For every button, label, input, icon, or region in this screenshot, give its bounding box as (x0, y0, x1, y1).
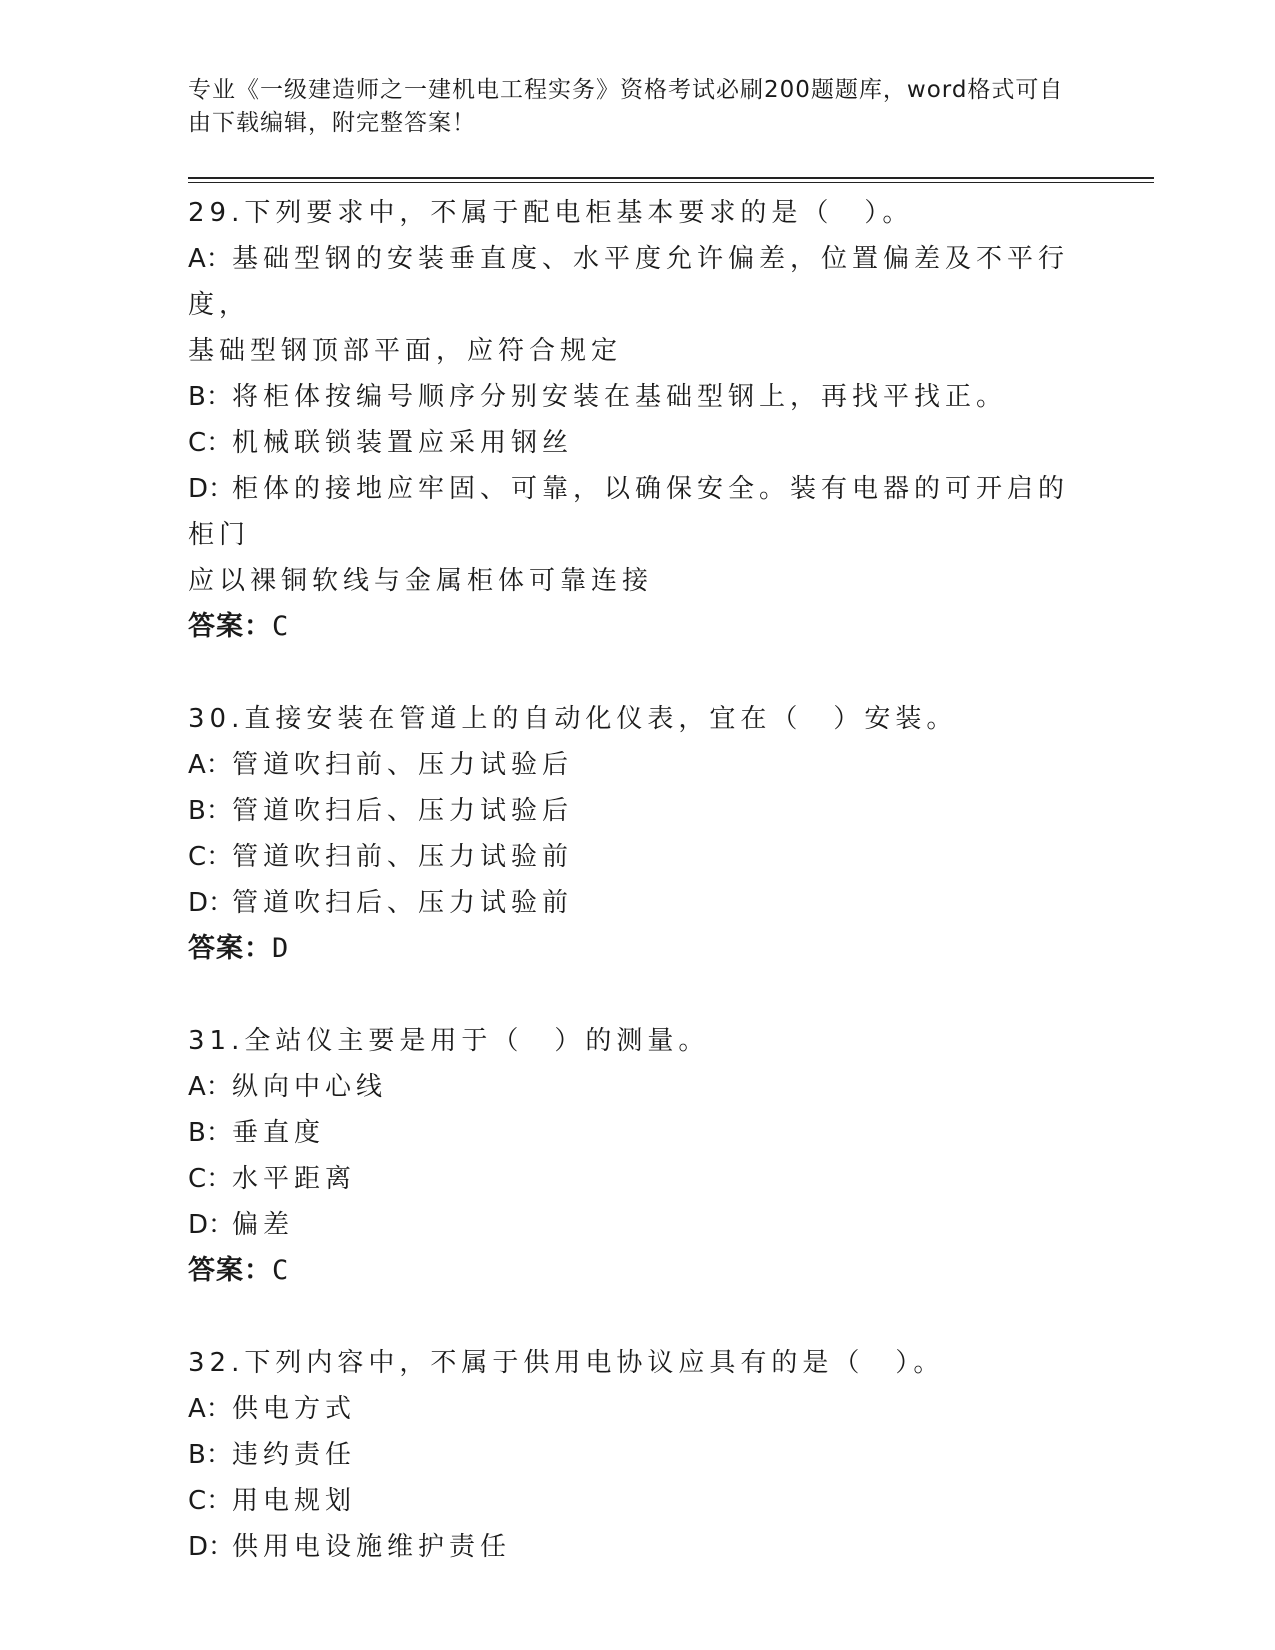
question-option (188, 328, 1088, 374)
question-option (188, 1386, 1088, 1432)
question-answer (188, 1248, 1088, 1294)
question-block-1 (188, 190, 1088, 650)
option-letter: C： (188, 1164, 233, 1194)
option-letter: A： (188, 1072, 232, 1102)
option-text: 基础型钢的安装垂直度、水平度允许偏差，位置偏差及不平行度， (188, 244, 1070, 320)
option-letter: C： (188, 1486, 233, 1516)
question-option (188, 236, 1088, 328)
document-header: 专业《一级建造师之一建机电工程实务》资格考试必刷200题题库，word格式可自由下载编辑，附完整答案！ (188, 77, 1064, 136)
question-option (188, 558, 1088, 604)
option-text: 偏差 (232, 1210, 295, 1240)
option-letter: B： (188, 1440, 232, 1470)
header-divider-bottom (188, 182, 1154, 183)
option-text: 将柜体按编号顺序分别安装在基础型钢上，再找平找正。 (232, 382, 1008, 412)
option-text: 供用电设施维护责任 (232, 1532, 512, 1562)
option-letter: A： (188, 244, 232, 274)
question-option (188, 466, 1088, 558)
question-title: 29.下列要求中，不属于配电柜基本要求的是（ ）。 (188, 198, 914, 228)
option-text: 用电规划 (232, 1486, 357, 1516)
header-divider-top (188, 177, 1154, 179)
question-answer (188, 926, 1088, 972)
question-title: 32.下列内容中，不属于供用电协议应具有的是（ ）。 (188, 1348, 945, 1378)
answer-value: C (272, 1255, 290, 1286)
question-block-4 (188, 1340, 1088, 1570)
option-letter: B： (188, 1118, 232, 1148)
option-letter: A： (188, 750, 232, 780)
option-text: 应以裸铜软线与金属柜体可靠连接 (188, 566, 654, 596)
option-letter: D： (188, 888, 235, 918)
option-text: 管道吹扫前、压力试验前 (232, 842, 574, 872)
answer-label: 答案： (188, 611, 272, 642)
question-option (188, 1524, 1088, 1570)
question-option (188, 374, 1088, 420)
option-text: 水平距离 (232, 1164, 357, 1194)
question-list (188, 190, 1088, 1616)
question-options (188, 1386, 1088, 1570)
question-option (188, 1202, 1088, 1248)
option-letter: D： (188, 474, 235, 504)
option-text: 供电方式 (232, 1394, 357, 1424)
answer-value: D (272, 933, 290, 964)
option-letter: A： (188, 1394, 232, 1424)
option-letter: C： (188, 428, 233, 458)
option-text: 违约责任 (232, 1440, 357, 1470)
option-text: 管道吹扫后、压力试验前 (232, 888, 574, 918)
option-text: 管道吹扫后、压力试验后 (232, 796, 574, 826)
answer-value: C (272, 611, 290, 642)
answer-label: 答案： (188, 1255, 272, 1286)
question-option (188, 742, 1088, 788)
question-options (188, 742, 1088, 926)
question-block-3 (188, 1018, 1088, 1294)
question-options (188, 1064, 1088, 1248)
option-letter: C： (188, 842, 233, 872)
option-text: 基础型钢顶部平面，应符合规定 (188, 336, 623, 366)
question-option (188, 1478, 1088, 1524)
option-letter: B： (188, 796, 232, 826)
question-title: 31.全站仪主要是用于（ ）的测量。 (188, 1026, 710, 1056)
option-letter: D： (188, 1210, 235, 1240)
question-answer (188, 604, 1088, 650)
question-option (188, 1110, 1088, 1156)
question-options (188, 236, 1088, 604)
option-text: 管道吹扫前、压力试验后 (232, 750, 574, 780)
option-letter: B： (188, 382, 232, 412)
option-text: 纵向中心线 (232, 1072, 388, 1102)
question-block-2 (188, 696, 1088, 972)
option-text: 柜体的接地应牢固、可靠，以确保安全。装有电器的可开启的柜门 (188, 474, 1070, 550)
answer-label: 答案： (188, 933, 272, 964)
option-text: 垂直度 (232, 1118, 326, 1148)
question-option (188, 1156, 1088, 1202)
question-option (188, 880, 1088, 926)
question-option (188, 420, 1088, 466)
question-option (188, 834, 1088, 880)
question-option (188, 788, 1088, 834)
option-text: 机械联锁装置应采用钢丝 (232, 428, 574, 458)
question-option (188, 1064, 1088, 1110)
option-letter: D： (188, 1532, 235, 1562)
question-title: 30.直接安装在管道上的自动化仪表，宜在（ ）安装。 (188, 704, 958, 734)
question-option (188, 1432, 1088, 1478)
